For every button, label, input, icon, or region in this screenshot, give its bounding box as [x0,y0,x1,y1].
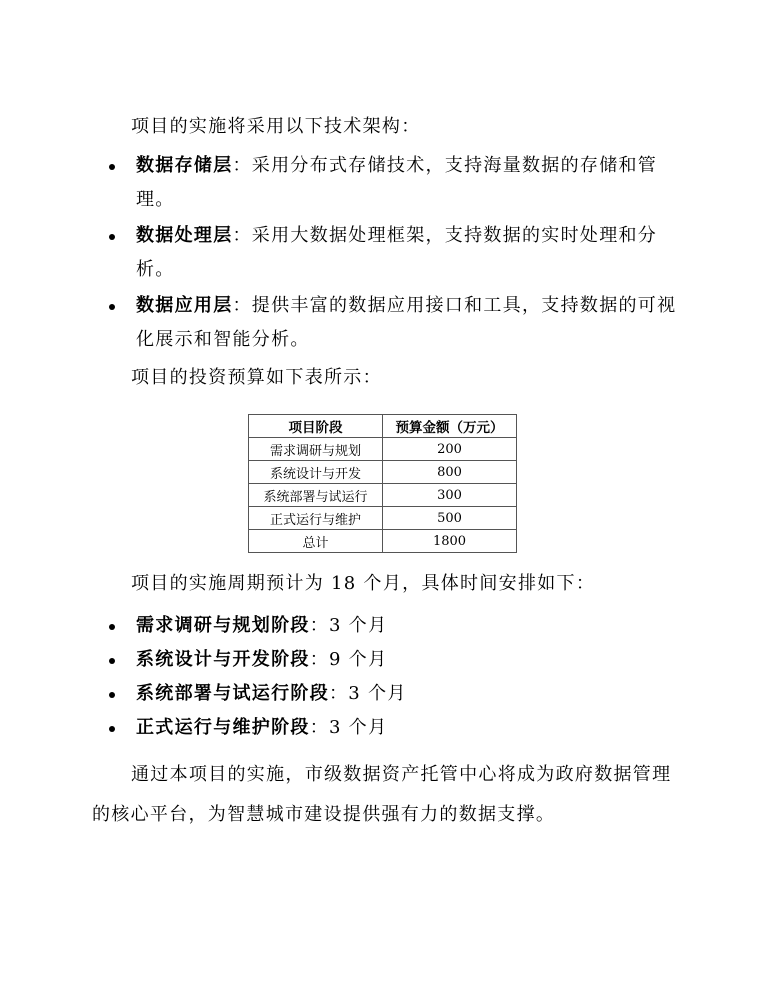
list-item [92,711,682,745]
list-item [92,289,682,357]
table-cell: 系统部署与试运行 [249,484,383,507]
list-item-desc: ：采用大数据处理框架，支持数据的实时处理和分析。 [136,225,658,280]
list-item-term: 正式运行与维护阶段 [136,717,310,738]
intro-paragraph: 项目的实施将采用以下技术架构： [131,116,421,137]
bullet-icon [109,726,115,732]
list-item [92,219,682,287]
table-cell: 需求调研与规划 [249,438,383,461]
table-cell: 系统设计与开发 [249,461,383,484]
table-row [249,461,517,484]
list-item-desc: ：提供丰富的数据应用接口和工具，支持数据的可视化展示和智能分析。 [136,295,677,350]
table-cell: 500 [383,507,517,530]
schedule-intro-paragraph: 项目的实施周期预计为 18 个月，具体时间安排如下： [131,573,596,594]
budget-intro-paragraph: 项目的投资预算如下表所示： [131,367,382,388]
budget-table [248,414,517,553]
table-cell: 正式运行与维护 [249,507,383,530]
table-cell: 800 [383,461,517,484]
conclusion-paragraph: 通过本项目的实施，市级数据资产托管中心将成为政府数据管理的核心平台，为智慧城市建设提供强有力的数据支撑。 [92,764,672,825]
list-item-desc: ：采用分布式存储技术，支持海量数据的存储和管理。 [136,155,658,210]
list-item [92,149,682,217]
table-header-cell: 项目阶段 [249,415,383,438]
list-item [92,609,682,643]
bullet-icon [109,692,115,698]
list-item-term: 数据存储层 [136,155,233,176]
table-cell: 300 [383,484,517,507]
schedule-list [92,609,682,745]
architecture-list [92,149,682,357]
table-row [249,507,517,530]
bullet-icon [109,164,115,170]
list-item [92,643,682,677]
list-item-term: 数据处理层 [136,225,233,246]
bullet-icon [109,658,115,664]
bullet-icon [109,234,115,240]
table-row [249,530,517,553]
bullet-icon [109,304,115,310]
list-item-term: 数据应用层 [136,295,233,316]
list-item-desc: ：3 个月 [329,683,407,704]
table-cell: 200 [383,438,517,461]
table-header-row [249,415,517,438]
list-item-term: 需求调研与规划阶段 [136,615,310,636]
bullet-icon [109,624,115,630]
table-cell: 1800 [383,530,517,553]
list-item-term: 系统部署与试运行阶段 [136,683,329,704]
table-row [249,484,517,507]
list-item-term: 系统设计与开发阶段 [136,649,310,670]
list-item-desc: ：3 个月 [309,615,388,636]
list-item-desc: ：9 个月 [309,649,388,670]
table-cell: 总计 [249,530,383,553]
table-header-cell: 预算金额（万元） [383,415,517,438]
list-item [92,677,682,711]
list-item-desc: ：3 个月 [309,717,388,738]
table-row [249,438,517,461]
